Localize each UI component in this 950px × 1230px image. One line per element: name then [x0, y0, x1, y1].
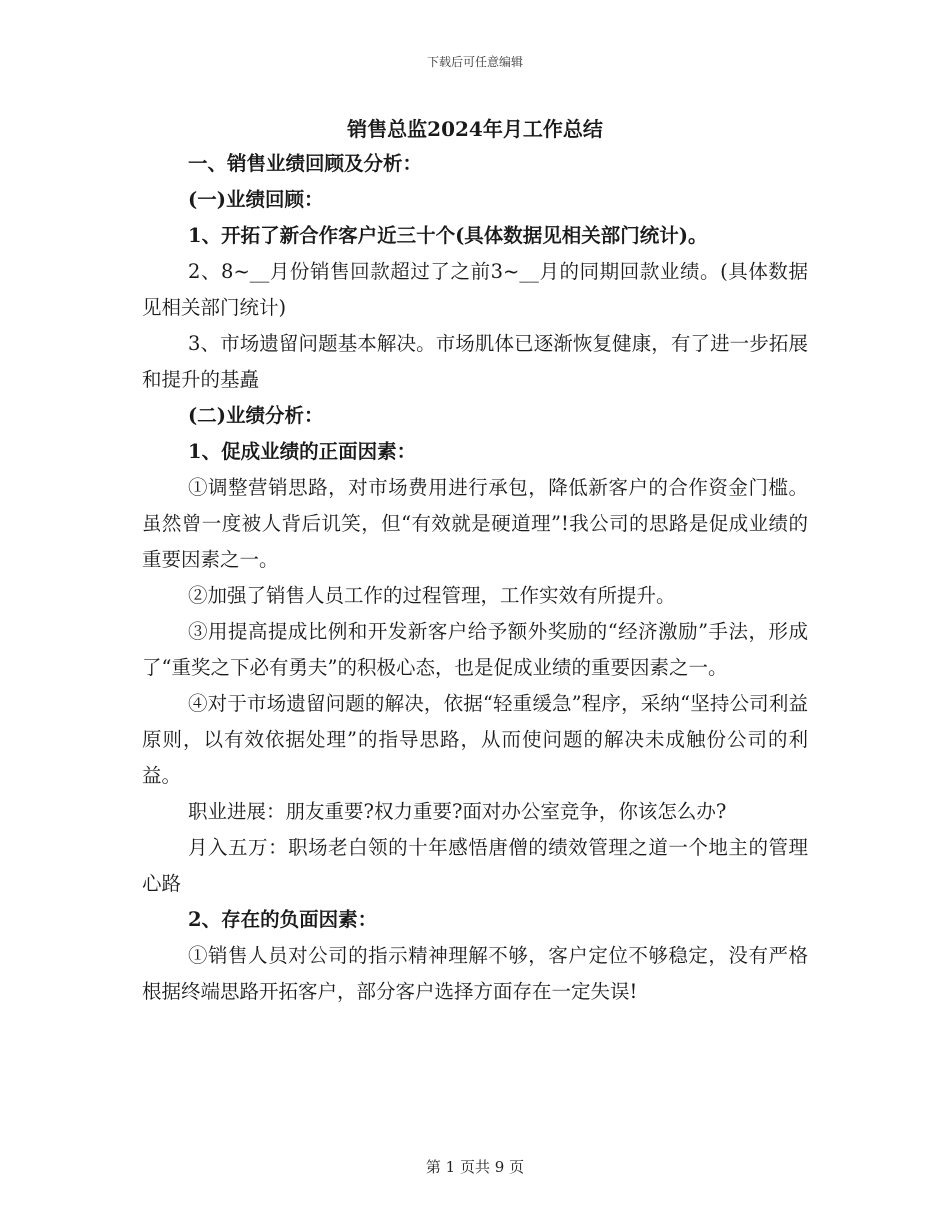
review-item-3: 3、市场遗留问题基本解决。市场肌体已逐渐恢复健康，有了进一步拓展和提升的基矗	[142, 332, 808, 391]
negative-factor-1: ①销售人员对公司的指示精神理解不够，客户定位不够稳定，没有严格根据终端思路开拓客户，部分客户选择方面存在一定失误!	[142, 944, 808, 1003]
positive-factors-heading: 1、促成业绩的正面因素：	[188, 440, 417, 463]
positive-factor-3: ③用提高提成比例和开发新客户给予额外奖励的“经济激励”手法，形成了“重奖之下必有勇夫”的积极心态，也是促成业绩的重要因素之一。	[142, 620, 808, 679]
subsection-heading-analysis: (二)业绩分析：	[188, 404, 324, 427]
document-body	[142, 112, 808, 1010]
subsection-heading-review: (一)业绩回顾：	[188, 188, 324, 211]
review-item-1: 1、开拓了新合作客户近三十个(具体数据见相关部门统计)。	[188, 224, 708, 247]
positive-factor-1: ①调整营销思路，对市场费用进行承包，降低新客户的合作资金门槛。虽然曾一度被人背后讥笑，但“有效就是硬道理”!我公司的思路是促成业绩的重要因素之一。	[142, 476, 808, 571]
negative-factors-heading: 2、存在的负面因素：	[188, 908, 378, 931]
document-title: 销售总监2024年月工作总结	[347, 117, 603, 141]
income-note: 月入五万：职场老白领的十年感悟唐僧的绩效管理之道一个地主的管理心路	[142, 836, 808, 895]
section-heading-1: 一、销售业绩回顾及分析：	[188, 152, 423, 175]
review-item-2: 2、8~__月份销售回款超过了之前3~__月的同期回款业绩。(具体数据见相关部门统计)	[142, 260, 808, 319]
page-footer: 第 1 页共 9 页	[425, 1158, 525, 1176]
positive-factor-4: ④对于市场遗留问题的解决，依据“轻重缓急”程序，采纳“坚持公司利益原则，以有效依据处理”的指导思路，从而使问题的解决未成触份公司的利益。	[142, 692, 808, 787]
page-header: 下载后可任意编辑	[426, 55, 523, 69]
positive-factor-2: ②加强了销售人员工作的过程管理，工作实效有所提升。	[188, 584, 676, 607]
career-note: 职业进展：朋友重要?权力重要?面对办公室竞争，你该怎么办?	[188, 800, 727, 823]
